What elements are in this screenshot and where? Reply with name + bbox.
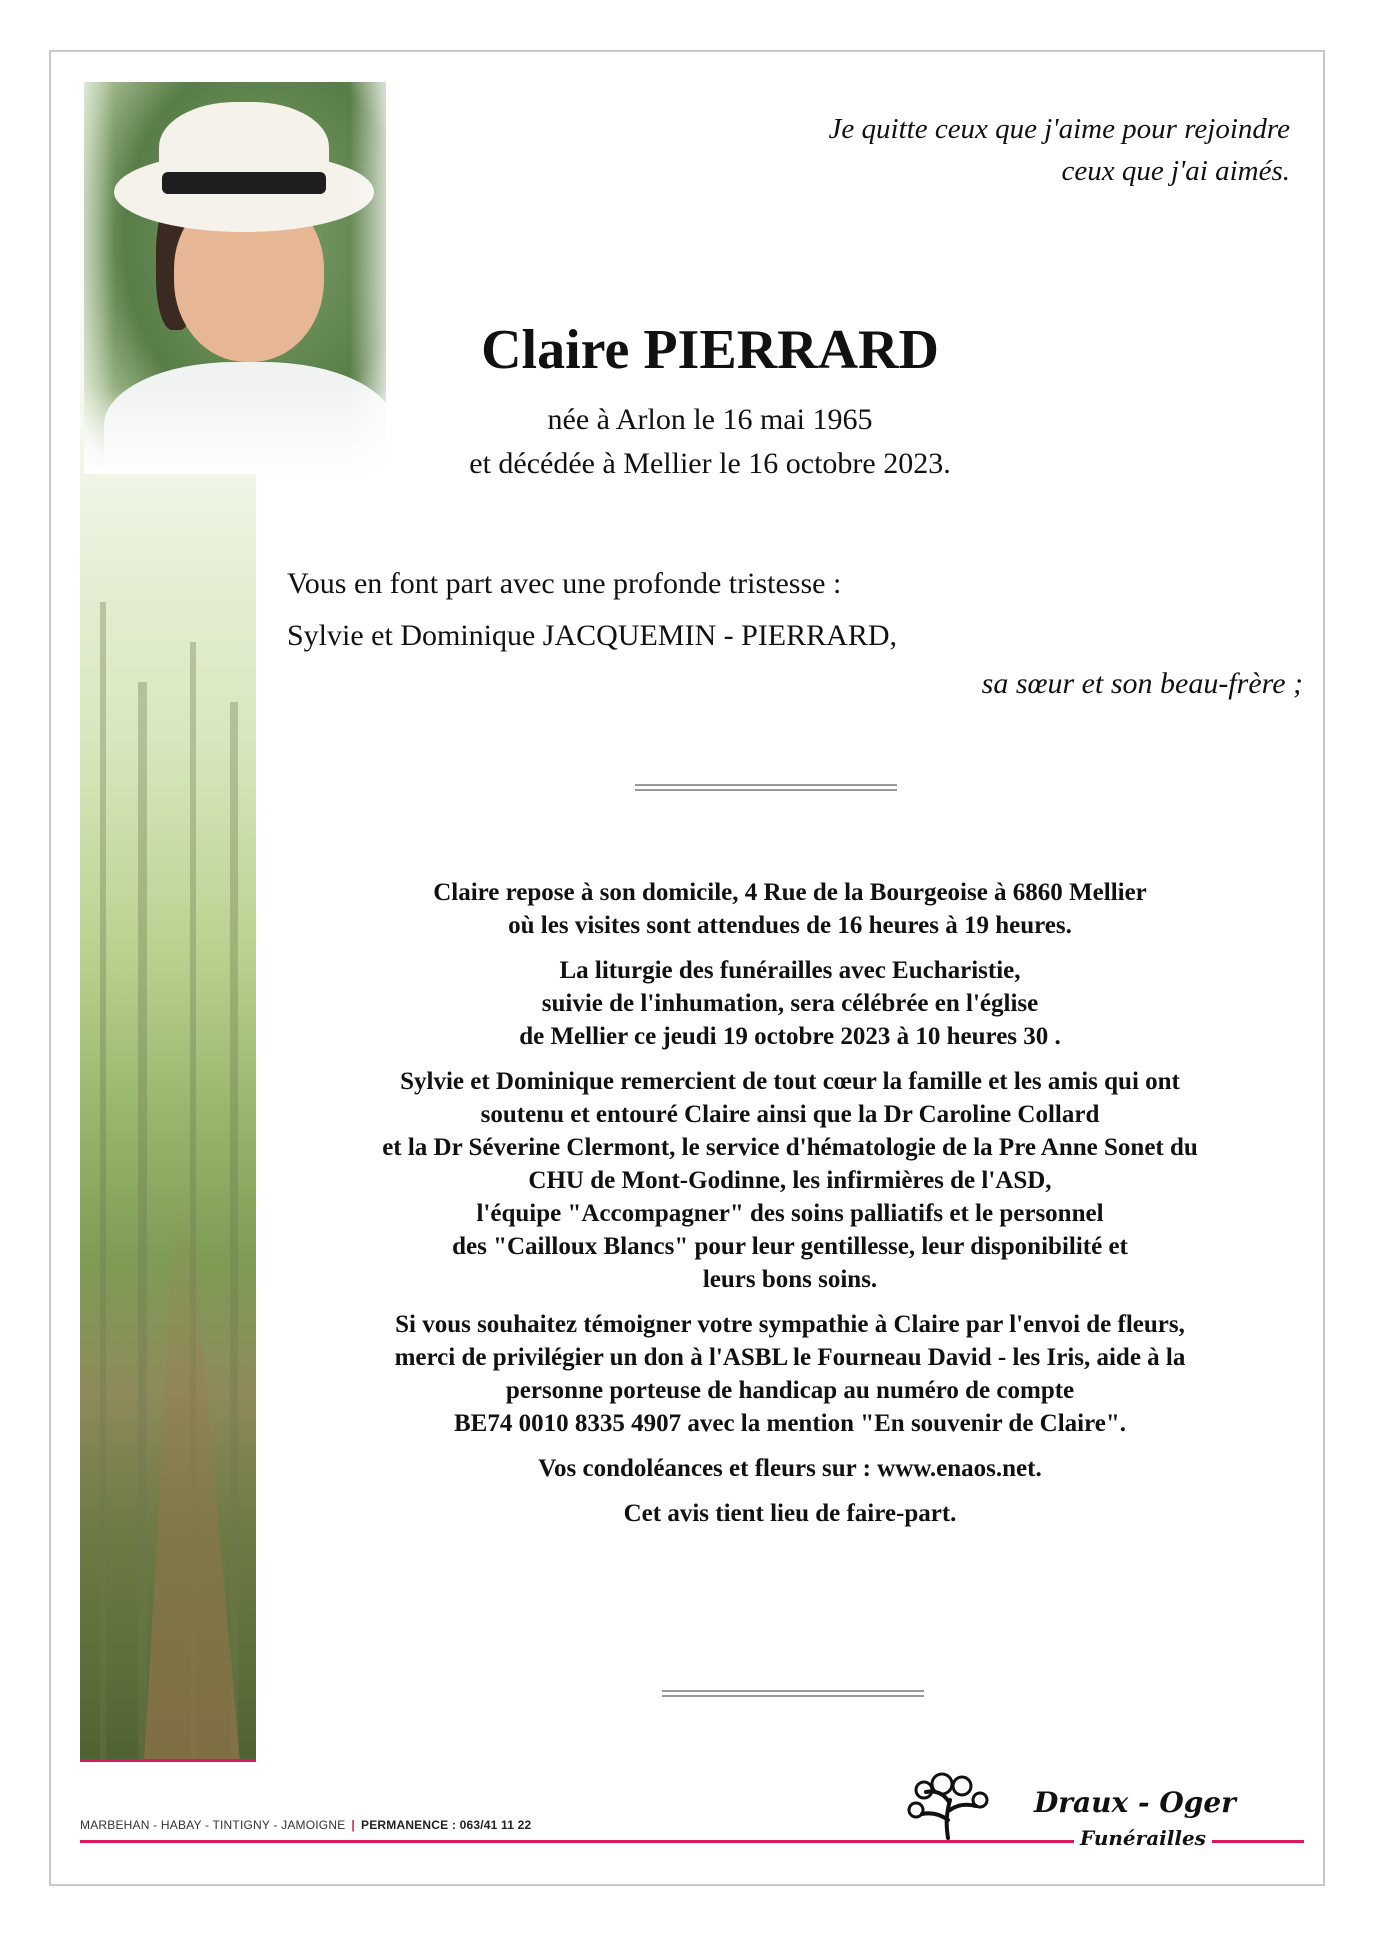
paragraph-liturgy: La liturgie des funérailles avec Eucharistie, suivie de l'inhumation, sera célébrée en l'église de Mellier ce jeudi 19 octobre 2023 à 10 heures 30 .	[519, 957, 1061, 1050]
paragraph-thanks: Sylvie et Dominique remercient de tout cœur la famille et les amis qui ont soutenu et entouré Claire ainsi que la Dr Caroline Collard et la Dr Séverine Clermont, le service d'hématologie de la Pre Anne Sonet du CHU de Mont-Godinne, les infirmières de l'ASD, l'équipe "Accompagner" des soins palliatifs et le personnel des "Cailloux Blancs" pour leur gentillesse, leur disponibilité et leurs bons soins.	[382, 1068, 1198, 1293]
family-names: Sylvie et Dominique JACQUEMIN - PIERRARD,	[287, 619, 897, 652]
paragraph-donation: Si vous souhaitez témoigner votre sympathie à Claire par l'envoi de fleurs, merci de privilégier un don à l'ASBL le Fourneau David - les Iris, aide à la personne porteuse de handicap au numéro de compte BE74 0010 8335 4907 avec la mention "En souvenir de Claire".	[394, 1311, 1186, 1437]
family-announcement	[287, 558, 1307, 706]
divider-bottom	[662, 1690, 924, 1697]
quote-line-2: ceux que j'ai aimés.	[1061, 155, 1290, 187]
life-dates	[360, 398, 1060, 486]
deceased-name: Claire PIERRARD	[481, 319, 939, 381]
footer-separator: |	[351, 1818, 355, 1832]
quote-line-1: Je quitte ceux que j'aime pour rejoindre	[828, 113, 1290, 145]
birth-line: née à Arlon le 16 mai 1965	[547, 403, 873, 436]
tree-logo-icon	[896, 1770, 996, 1840]
paragraph-visitation: Claire repose à son domicile, 4 Rue de la Bourgeoise à 6860 Mellier où les visites sont attendues de 16 heures à 19 heures.	[433, 879, 1147, 939]
divider-top	[635, 784, 897, 791]
paragraph-condolences: Vos condoléances et fleurs sur : www.enaos.net.	[538, 1455, 1042, 1482]
death-line: et décédée à Mellier le 16 octobre 2023.	[469, 447, 951, 480]
ceremony-details	[290, 876, 1290, 1542]
epigraph-quote	[590, 108, 1290, 192]
paragraph-notice: Cet avis tient lieu de faire-part.	[623, 1500, 957, 1527]
company-subtitle: Funérailles	[1074, 1826, 1212, 1850]
announcement-intro: Vous en font part avec une profonde tristesse :	[287, 567, 842, 600]
footer-locations: MARBEHAN - HABAY - TINTIGNY - JAMOIGNE	[80, 1818, 346, 1832]
family-relation: sa sœur et son beau-frère ;	[981, 667, 1303, 700]
footer-permanence: PERMANENCE : 063/41 11 22	[360, 1818, 532, 1832]
footer-contact	[80, 1818, 531, 1832]
company-name: Draux - Oger	[1034, 1786, 1236, 1819]
portrait-photo	[84, 82, 386, 474]
